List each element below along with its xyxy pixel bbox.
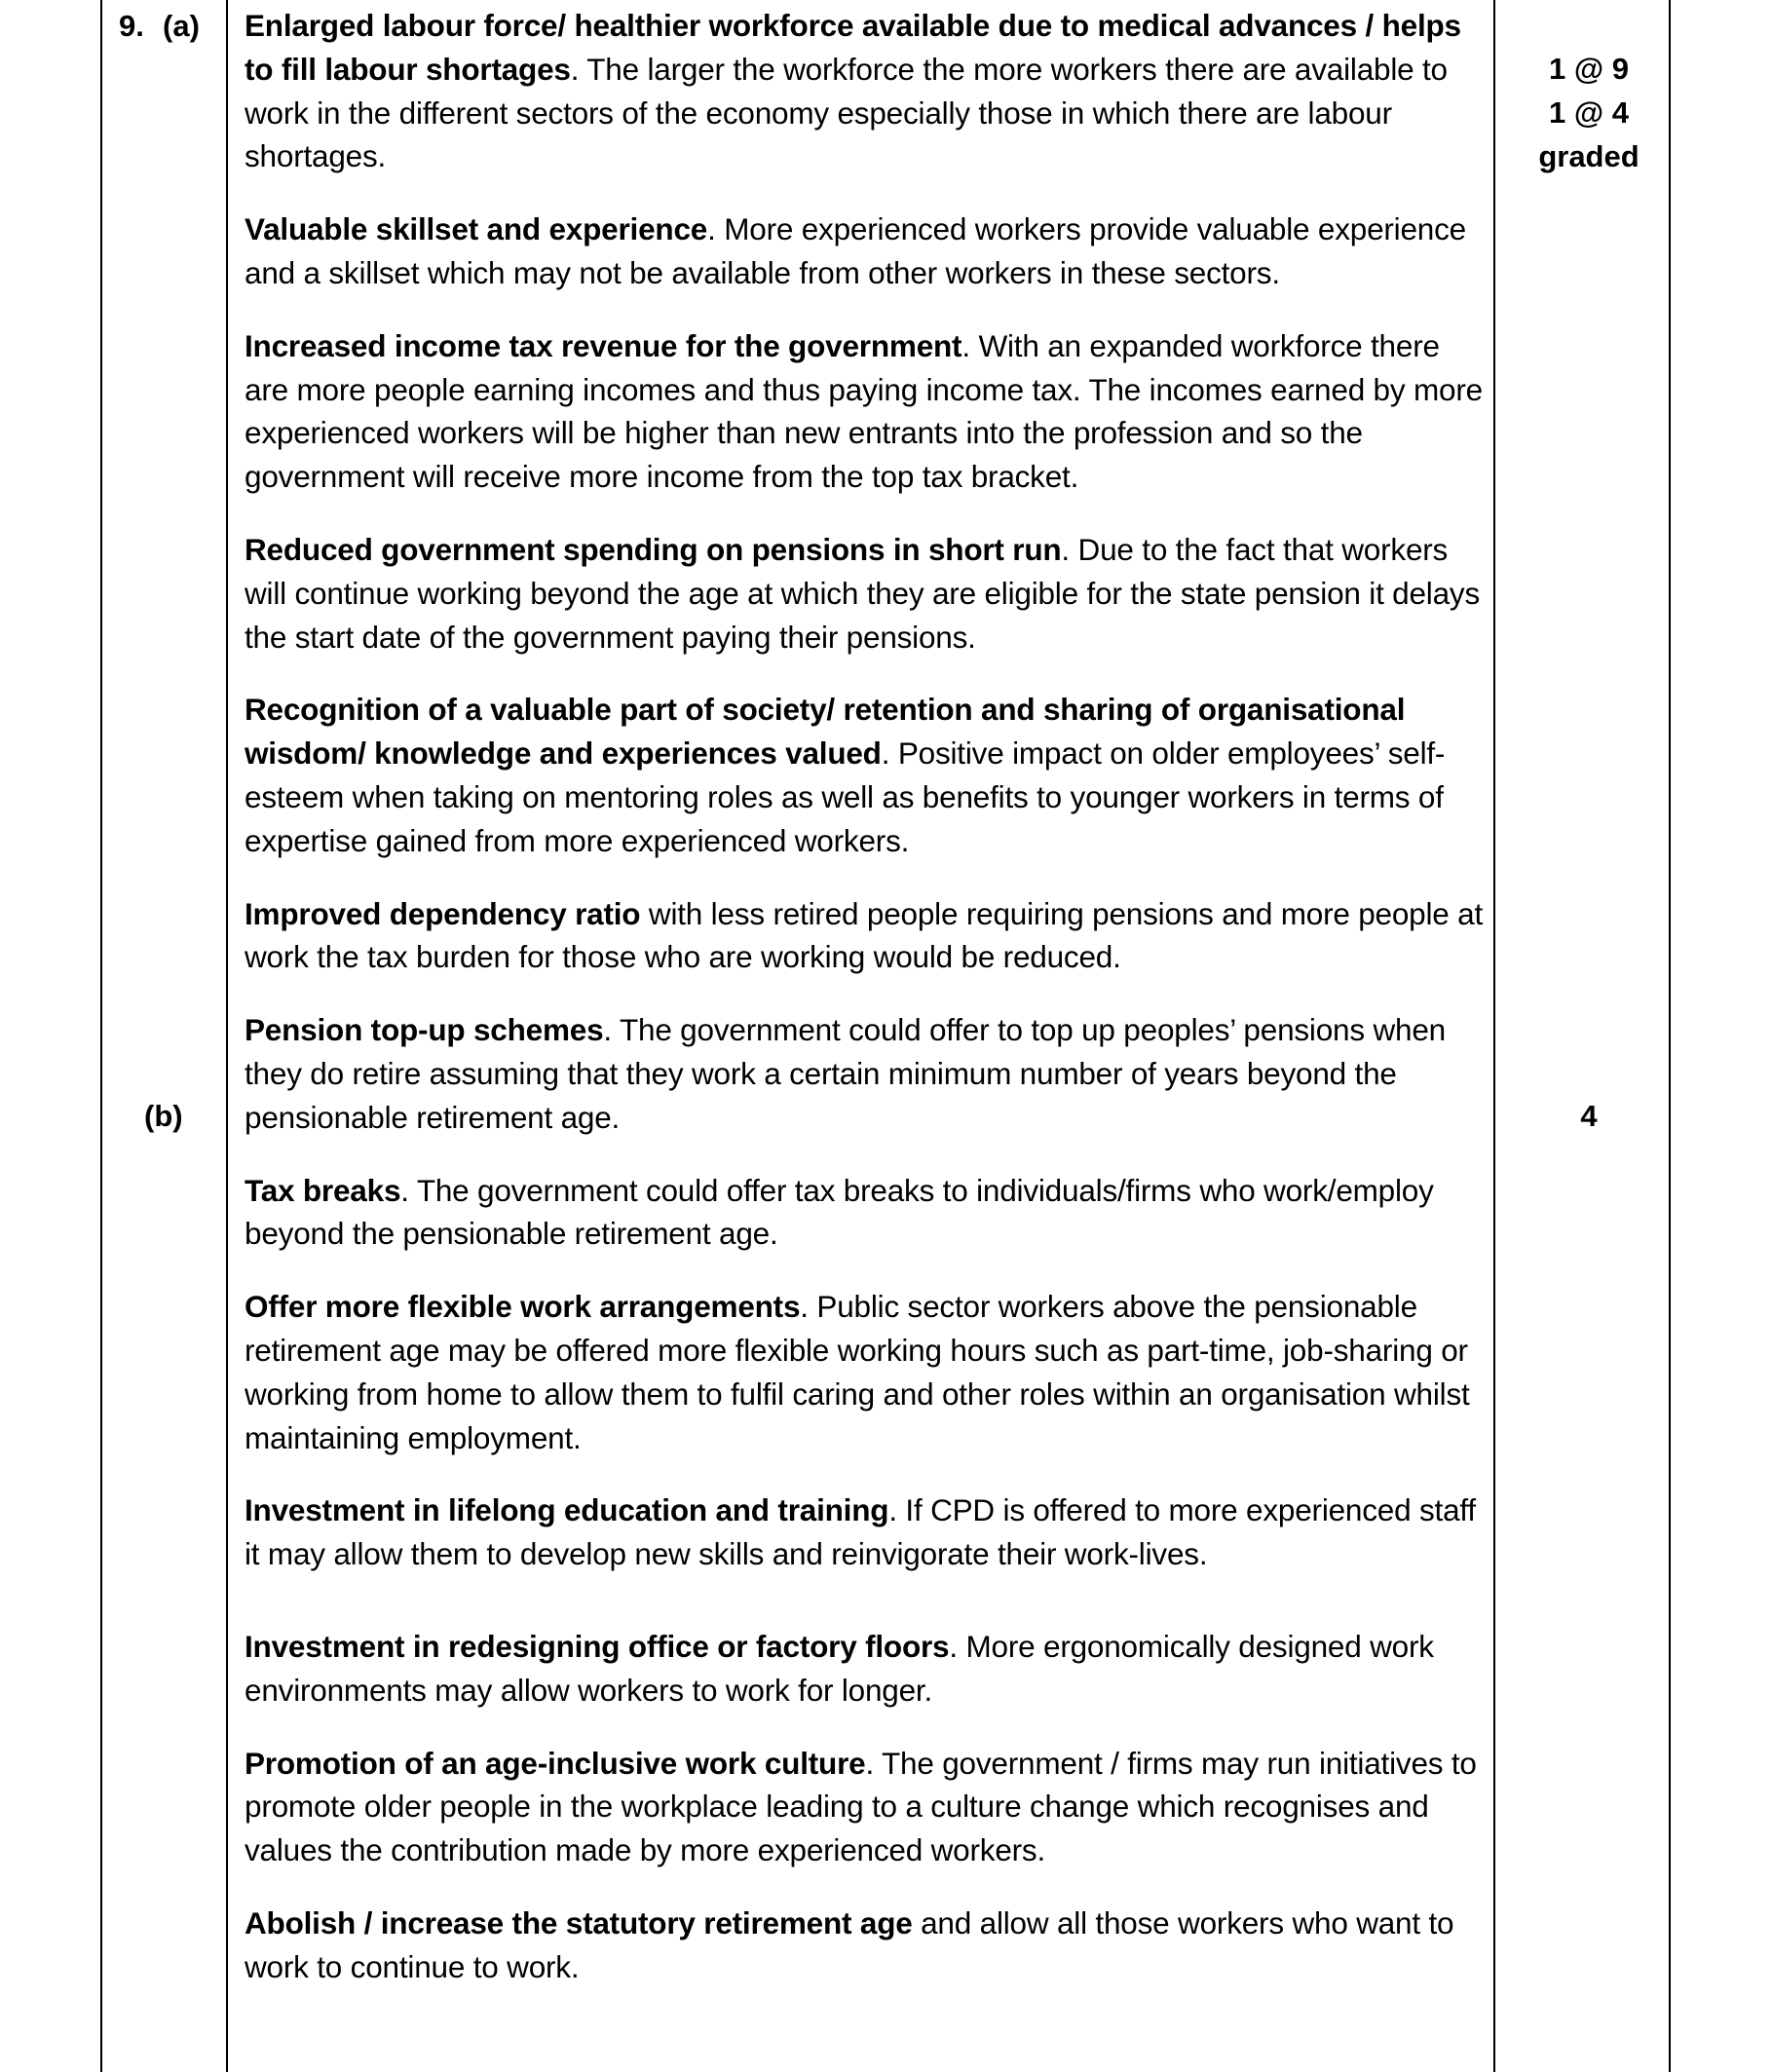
marks-line: 1 @ 4	[1549, 95, 1629, 130]
point-explanation: . The government / firms may run initiatives to promote older people in the workplace leading to a culture change which recognises and values the contribution made by more experienced workers.	[245, 1745, 1477, 1868]
answer-content	[245, 4, 1487, 1988]
question-number: 9.	[119, 9, 144, 43]
answer-point	[245, 1902, 1487, 1989]
point-heading: Reduced government spending on pensions in short run	[245, 531, 1062, 567]
point-heading: Increased income tax revenue for the government	[245, 327, 962, 363]
marks-line: graded	[1538, 139, 1640, 173]
point-heading: Offer more flexible work arrangements	[245, 1289, 801, 1325]
point-heading: Promotion of an age-inclusive work culture	[245, 1745, 866, 1781]
answer-point	[245, 892, 1487, 980]
point-heading: Improved dependency ratio	[245, 895, 641, 931]
point-explanation: with less retired people requiring pensions and more people at work the tax burden for those who are working would be reduced.	[245, 895, 1484, 975]
point-explanation: . The government could offer to top up peoples’ pensions when they do retire assuming that they work a certain minimum number of years beyond the pensionable retirement age.	[245, 1012, 1446, 1135]
part-b-label: (b)	[144, 1099, 183, 1133]
answer-point	[245, 207, 1487, 295]
answer-point	[245, 1285, 1487, 1459]
answer-point	[245, 1742, 1487, 1872]
point-heading: Enlarged labour force/ healthier workforce available due to medical advances / helps to fill labour shortages	[245, 8, 1461, 87]
table-left-border	[100, 0, 102, 2072]
point-explanation: . Public sector workers above the pensionable retirement age may be offered more flexible working hours such as part-time, job-sharing or working from home to allow them to fulfil caring and other roles within an organisation whilst maintaining employment.	[245, 1289, 1470, 1455]
point-heading: Pension top-up schemes	[245, 1012, 604, 1048]
point-explanation: . More experienced workers provide valuable experience and a skillset which may not be available from other workers in these sectors.	[245, 211, 1466, 290]
answer-point	[245, 528, 1487, 659]
point-explanation: . The larger the workforce the more workers there are available to work in the different sectors of the economy especially those in which there are labour shortages.	[245, 51, 1448, 174]
point-explanation: . If CPD is offered to more experienced staff it may allow them to develop new skills and reinvigorate their work-lives.	[245, 1492, 1476, 1572]
point-heading: Valuable skillset and experience	[245, 211, 708, 247]
answer-point	[245, 688, 1487, 862]
marks-line: 1 @ 9	[1549, 52, 1629, 86]
point-explanation: . The government could offer tax breaks to individuals/firms who work/employ beyond the pensionable retirement age.	[245, 1172, 1434, 1252]
point-explanation: . More ergonomically designed work environments may allow workers to work for longer.	[245, 1628, 1434, 1708]
point-heading: Investment in redesigning office or factory floors	[245, 1628, 950, 1664]
part-a-marks	[1500, 47, 1678, 178]
table-right-border	[1669, 0, 1671, 2072]
part-a-label: (a)	[163, 9, 200, 43]
point-explanation: and allow all those workers who want to work to continue to work.	[245, 1904, 1454, 1984]
point-heading: Investment in lifelong education and training	[245, 1492, 889, 1528]
point-heading: Abolish / increase the statutory retirement age	[245, 1904, 913, 1940]
point-heading: Recognition of a valuable part of society/ retention and sharing of organisational wisdom/ knowledge and experiences valued	[245, 692, 1406, 772]
answer-point	[245, 1488, 1487, 1576]
answer-point	[245, 4, 1487, 178]
answer-point	[245, 324, 1487, 499]
point-explanation: . Positive impact on older employees’ self-esteem when taking on mentoring roles as well as benefits to younger workers in terms of expertise gained from more experienced workers.	[245, 735, 1446, 858]
point-explanation: . Due to the fact that workers will continue working beyond the age at which they are eligible for the state pension it delays the start date of the government paying their pensions.	[245, 531, 1481, 655]
answer-point	[245, 1625, 1487, 1713]
part-a-section	[245, 4, 1487, 979]
question-column-divider	[226, 0, 228, 2072]
point-explanation: . With an expanded workforce there are more people earning incomes and thus paying income tax. The incomes earned by more experienced workers will be higher than new entrants into the profession and so the government will receive more income from the top tax bracket.	[245, 327, 1483, 495]
answer-point	[245, 1169, 1487, 1257]
part-b-marks: 4	[1580, 1099, 1598, 1133]
marks-column-divider	[1493, 0, 1495, 2072]
part-b-section	[245, 1008, 1487, 1988]
answer-point	[245, 1008, 1487, 1139]
point-heading: Tax breaks	[245, 1172, 401, 1208]
